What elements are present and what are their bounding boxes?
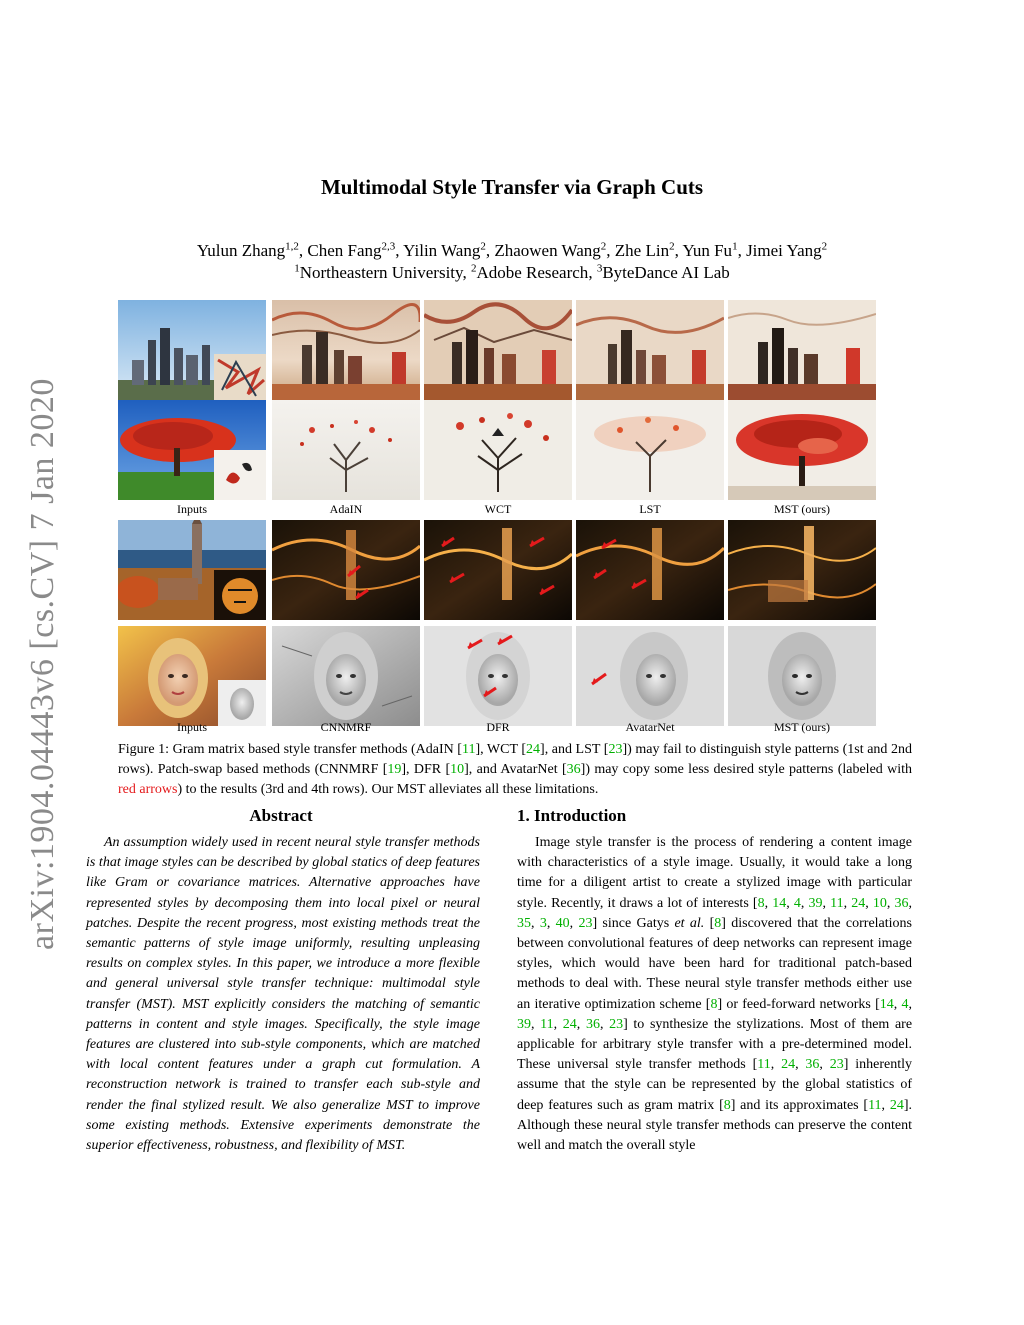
citation-link[interactable]: 23 [608, 742, 623, 757]
paper-title: Multimodal Style Transfer via Graph Cuts [320, 175, 704, 199]
citation-link[interactable]: 23 [829, 1057, 844, 1073]
fig-label-bottom: DFR [486, 720, 510, 734]
abstract-heading: Abstract [249, 806, 313, 825]
fig-r1-inputs [118, 300, 266, 400]
fig-r2-inputs [118, 400, 266, 500]
abstract-text: An assumption widely used in recent neural style transfer methods is that image styles can be described by global statics of deep features like Gram or covariance matrices. Alternative approaches have represented styles by decomposing them into local pixel or neural patches. Despite the recent progress, most existing methods treat the semantic patterns of style image uniformly, resulting unpleasing results on complex styles. In this paper, we introduce a more flexible and general universal style transfer technique: multimodal style transfer (MST). MST explicitly considers the matching of semantic patterns in content and style images. Specifically, the style image features are clustered into sub-style components, which are matched with local content features under a graph cut formulation. A reconstruction network is trained to transfer each sub-style and render the final stylized result. We also generalize MST to improve some existing methods. Extensive experiments demonstrate the superior effectiveness, robustness, and flexibility of MST. [86, 835, 480, 1154]
intro-text: Image style transfer is the process of rendering a content image with characteristics of a style image. Usually, it would take a long time for a diligent artist to create a stylized image with particular style. Recently, it draws a lot of interests [8, 14, 4, 39, 11, 24, 10, 36, 35, 3, 40, 23] since Gatys et al. [8] discovered that the correlations between convolutional features of deep networks can represent image styles, which would have been hard for traditional patch-based methods to deal with. These neural style transfer methods either use an iterative optimization scheme [8] or feed-forward networks [14, 4, 39, 11, 24, 36, 23] to synthesize the stylizations. Most of them are applicable for arbitrary style transfer with a pre-determined model. These universal style transfer methods [11, 24, 36, 23] inherently assume that the style can be represented by the global statistics of deep features such as gram matrix [8] and its approximates [11, 24]. Although these neural style transfer methods can preserve the content well and match the overall style [517, 835, 913, 1154]
fig-r1-adain [272, 300, 420, 400]
fig-label-top: WCT [484, 502, 512, 516]
fig-label-bottom: AvatarNet [625, 720, 675, 734]
citation-link[interactable]: 11 [830, 895, 844, 911]
fig-r4-cnnmrf [272, 626, 420, 726]
citation-link[interactable]: 8 [710, 996, 718, 1012]
citation-link[interactable]: 40 [555, 915, 570, 931]
citation-link[interactable]: 24 [562, 1016, 577, 1032]
citation-link[interactable]: 23 [609, 1016, 624, 1032]
citation-link[interactable]: 8 [714, 915, 722, 931]
fig-r3-avatarnet [576, 520, 724, 620]
citation-link[interactable]: 19 [387, 762, 402, 777]
fig-r2-wct [424, 400, 572, 500]
citation-link[interactable]: 24 [781, 1057, 796, 1073]
citation-link[interactable]: 24 [526, 742, 541, 757]
author-list [0, 240, 1024, 262]
fig-r4-avatarnet [576, 626, 724, 726]
fig-label-top: MST (ours) [773, 502, 831, 516]
arxiv-stamp [14, 368, 72, 960]
citation-link[interactable]: 10 [450, 762, 465, 777]
fig-label-bottom: MST (ours) [773, 720, 831, 734]
citation-link[interactable]: 14 [879, 996, 894, 1012]
fig-r1-wct [424, 300, 572, 400]
citation-link[interactable]: 39 [808, 895, 823, 911]
citation-link[interactable]: 36 [585, 1016, 600, 1032]
citation-link[interactable]: 11 [868, 1097, 882, 1113]
citation-link[interactable]: 35 [517, 915, 531, 931]
fig-r1-mst [728, 300, 876, 400]
citation-link[interactable]: 24 [851, 895, 866, 911]
author-block [0, 240, 1024, 284]
fig-r2-mst [728, 400, 876, 500]
citation-link[interactable]: 11 [461, 742, 476, 757]
fig-r3-mst [728, 520, 876, 620]
citation-link[interactable]: 3 [539, 915, 547, 931]
author: Zhe Lin$^2$, [614, 240, 683, 260]
fig-label-top: Inputs [177, 502, 207, 516]
fig-r2-lst [576, 400, 724, 500]
citation-link[interactable]: 8 [757, 895, 765, 911]
citation-link[interactable]: 4 [901, 996, 909, 1012]
citation-link[interactable]: 11 [540, 1016, 554, 1032]
red-arrows-note: red arrows [118, 782, 178, 797]
arxiv-id: arXiv:1904.04443v6 [cs.CV] 7 Jan 2020 [24, 378, 62, 950]
citation-link[interactable]: 39 [517, 1016, 531, 1032]
citation-link[interactable]: 10 [872, 895, 887, 911]
fig-label-top: LST [639, 502, 661, 516]
author: Yun Fu$^1$, [682, 240, 747, 260]
author: Zhaowen Wang$^2$, [494, 240, 615, 260]
author: Yilin Wang$^2$, [403, 240, 495, 260]
citation-link[interactable]: 23 [578, 915, 593, 931]
citation-link[interactable]: 36 [805, 1057, 820, 1073]
citation-link[interactable]: 36 [894, 895, 909, 911]
fig-r3-dfr [424, 520, 572, 620]
citation-link[interactable]: 4 [793, 895, 801, 911]
fig-r4-dfr [424, 626, 572, 726]
citation-link[interactable]: 24 [889, 1097, 904, 1113]
fig-label-top: AdaIN [329, 502, 363, 516]
figure-caption: Figure 1: Gram matrix based style transfer methods (AdaIN [11], WCT [24], and LST [23]) may fail to distinguish style patterns (1st and 2nd rows). Patch-swap based methods (CNNMRF [19], DFR [10], and AvatarNet [36]) may copy some less desired style patterns (labeled with red arrows) to the results (3rd and 4th rows). Our MST alleviates all these limitations. [118, 742, 913, 797]
fig-r3-inputs [118, 520, 266, 620]
fig-r4-mst [728, 626, 876, 726]
author: Jimei Yang$^2$ [746, 240, 828, 260]
citation-link[interactable]: 11 [757, 1057, 771, 1073]
fig-r3-cnnmrf [272, 520, 420, 620]
citation-link[interactable]: 8 [723, 1097, 731, 1113]
affiliation: $^1$Northeastern University, [294, 262, 471, 282]
intro-heading: 1. Introduction [517, 806, 627, 825]
fig-label-bottom: CNNMRF [320, 720, 372, 734]
affiliation-list [0, 262, 1024, 284]
fig-r4-inputs [118, 626, 266, 726]
author: Chen Fang$^{2,3}$, [307, 240, 404, 260]
fig-label-bottom: Inputs [177, 720, 207, 734]
citation-link[interactable]: 14 [772, 895, 787, 911]
affiliation: $^3$ByteDance AI Lab [596, 262, 730, 282]
affiliation: $^2$Adobe Research, [470, 262, 597, 282]
fig-r2-adain [272, 400, 420, 500]
citation-link[interactable]: 36 [566, 762, 581, 777]
author: Yulun Zhang$^{1,2}$, [196, 240, 308, 260]
fig-r1-lst [576, 300, 724, 400]
